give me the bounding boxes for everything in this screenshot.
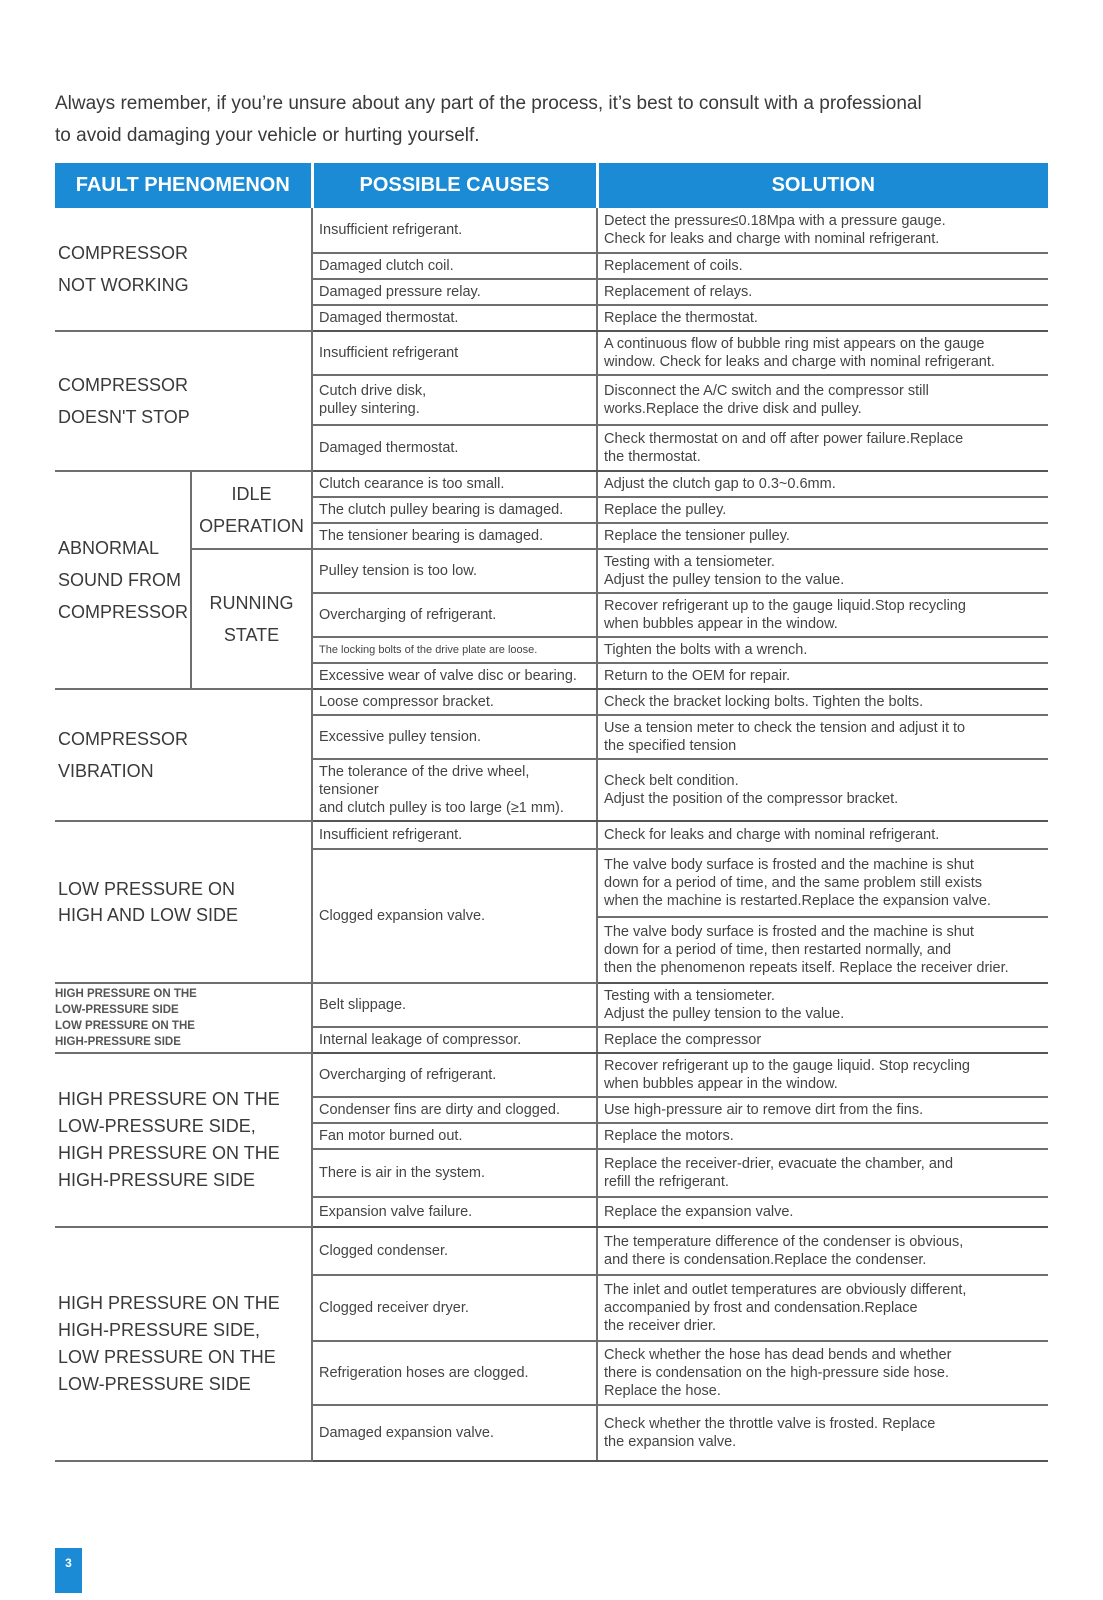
solution-line: Replacement of relays. xyxy=(604,284,753,300)
solution-line: Adjust the position of the compressor bracket. xyxy=(604,791,899,807)
solution-line: Check belt condition. xyxy=(604,773,739,789)
solution-cell xyxy=(597,1227,1048,1275)
solution-cell xyxy=(597,1027,1048,1053)
solution-cell xyxy=(597,637,1048,663)
cause-cell xyxy=(312,689,597,715)
table-row xyxy=(55,549,1048,593)
table-row xyxy=(55,983,1048,1027)
solution-line: Disconnect the A/C switch and the compressor still xyxy=(604,383,929,399)
cause-line: Condenser fins are dirty and clogged. xyxy=(319,1102,561,1118)
solution-line: and there is condensation.Replace the condenser. xyxy=(604,1252,927,1268)
solution-cell xyxy=(597,497,1048,523)
solution-cell xyxy=(597,305,1048,331)
solution-cell xyxy=(597,331,1048,375)
solution-line: The valve body surface is frosted and the machine is shut xyxy=(604,857,974,873)
cause-line: Overcharging of refrigerant. xyxy=(319,1067,497,1083)
sub-idle-operation xyxy=(191,471,312,549)
solution-cell xyxy=(597,549,1048,593)
cause-cell xyxy=(312,1097,597,1123)
cause-line: Clogged expansion valve. xyxy=(319,908,486,924)
solution-cell xyxy=(597,375,1048,425)
cause-line: Expansion valve failure. xyxy=(319,1204,473,1220)
solution-line: Check the bracket locking bolts. Tighten the bolts. xyxy=(604,694,924,710)
fault-compressor-doesnt-stop xyxy=(55,331,312,471)
fault-line: DOESN'T STOP xyxy=(58,407,190,427)
fault-line: NOT WORKING xyxy=(58,275,189,295)
intro-text xyxy=(55,88,1045,152)
solution-cell xyxy=(597,279,1048,305)
cause-line: Damaged thermostat. xyxy=(319,310,459,326)
cause-cell xyxy=(312,1123,597,1149)
solution-line: Detect the pressure≤0.18Mpa with a pressure gauge. xyxy=(604,213,946,229)
cause-line: The clutch pulley bearing is damaged. xyxy=(319,502,564,518)
fault-line: HIGH PRESSURE ON THE xyxy=(58,1143,280,1163)
cause-cell xyxy=(312,821,597,849)
cause-line: The tolerance of the drive wheel, tensioner xyxy=(319,764,530,798)
fault-line: HIGH AND LOW SIDE xyxy=(58,905,239,925)
fault-table xyxy=(55,163,1048,1462)
fault-compressor-vibration xyxy=(55,689,312,821)
fault-line: LOW-PRESSURE SIDE, xyxy=(58,1116,256,1136)
solution-line: Replace the hose. xyxy=(604,1383,721,1399)
solution-line: Recover refrigerant up to the gauge liquid. Stop recycling xyxy=(604,1058,970,1074)
cause-line: Pulley tension is too low. xyxy=(319,563,477,579)
fault-line: HIGH-PRESSURE SIDE xyxy=(55,1036,181,1048)
solution-cell xyxy=(597,689,1048,715)
solution-cell xyxy=(597,1149,1048,1197)
solution-cell xyxy=(597,471,1048,497)
fault-high-pressure-low-side xyxy=(55,1053,312,1227)
fault-high-pressure-high-side xyxy=(55,1227,312,1461)
solution-line: Check for leaks and charge with nominal refrigerant. xyxy=(604,827,940,843)
fault-line: COMPRESSOR xyxy=(58,729,189,749)
solution-line: window. Check for leaks and charge with nominal refrigerant. xyxy=(604,354,995,370)
fault-line: COMPRESSOR xyxy=(58,375,189,395)
cause-cell xyxy=(312,375,597,425)
solution-cell xyxy=(597,1405,1048,1461)
solution-line: Check whether the throttle valve is frosted. Replace xyxy=(604,1416,936,1432)
cause-cell xyxy=(312,471,597,497)
cause-line: The locking bolts of the drive plate are loose. xyxy=(319,644,538,656)
sub-running-state xyxy=(191,549,312,689)
solution-line: down for a period of time, and the same problem still exists xyxy=(604,875,982,891)
cause-cell xyxy=(312,523,597,549)
cause-line: Internal leakage of compressor. xyxy=(319,1032,522,1048)
cause-line: Fan motor burned out. xyxy=(319,1128,463,1144)
solution-cell xyxy=(597,1197,1048,1227)
cause-cell xyxy=(312,253,597,279)
intro-line-2: to avoid damaging your vehicle or hurting yourself. xyxy=(55,125,480,146)
fault-line: LOW-PRESSURE SIDE xyxy=(58,1374,251,1394)
cause-cell xyxy=(312,1197,597,1227)
table-row xyxy=(55,1227,1048,1275)
solution-line: Testing with a tensiometer. xyxy=(604,554,775,570)
cause-cell xyxy=(312,759,597,821)
solution-cell xyxy=(597,1123,1048,1149)
cause-line: Damaged pressure relay. xyxy=(319,284,481,300)
solution-line: Replace the receiver-drier, evacuate the chamber, and xyxy=(604,1156,954,1172)
cause-line: Insufficient refrigerant. xyxy=(319,827,463,843)
table-row xyxy=(55,1053,1048,1097)
solution-cell xyxy=(597,715,1048,759)
solution-line: Replace the pulley. xyxy=(604,502,727,518)
cause-cell xyxy=(312,279,597,305)
cause-cell xyxy=(312,849,597,983)
table-row xyxy=(55,331,1048,375)
cause-line: Clogged receiver dryer. xyxy=(319,1300,469,1316)
solution-line: Replace the tensioner pulley. xyxy=(604,528,790,544)
fault-line: HIGH PRESSURE ON THE xyxy=(55,988,197,1000)
solution-line: when bubbles appear in the window. xyxy=(604,1076,838,1092)
fault-line: COMPRESSOR xyxy=(58,243,189,263)
sub-line: STATE xyxy=(223,625,280,645)
table-row xyxy=(55,689,1048,715)
fault-abnormal-sound xyxy=(55,471,191,689)
solution-line: Replace the expansion valve. xyxy=(604,1204,794,1220)
solution-cell xyxy=(597,917,1048,983)
cause-cell xyxy=(312,425,597,471)
table-row xyxy=(55,208,1048,253)
header-fault-phenomenon: FAULT PHENOMENON xyxy=(55,163,312,208)
cause-line: Damaged thermostat. xyxy=(319,440,459,456)
cause-line: There is air in the system. xyxy=(319,1165,486,1181)
solution-line: works.Replace the drive disk and pulley. xyxy=(604,401,862,417)
cause-cell xyxy=(312,549,597,593)
cause-cell xyxy=(312,663,597,689)
solution-line: Use high-pressure air to remove dirt from the fins. xyxy=(604,1102,924,1118)
cause-line: and clutch pulley is too large (≥1 mm). xyxy=(319,800,564,816)
solution-line: Adjust the pulley tension to the value. xyxy=(604,1006,845,1022)
cause-line: Damaged expansion valve. xyxy=(319,1425,494,1441)
cause-cell xyxy=(312,1027,597,1053)
cause-line: Damaged clutch coil. xyxy=(319,258,454,274)
solution-line: the receiver drier. xyxy=(604,1318,717,1334)
solution-line: Replace the compressor xyxy=(604,1032,762,1048)
cause-line: The tensioner bearing is damaged. xyxy=(319,528,544,544)
table-row xyxy=(55,821,1048,849)
solution-cell xyxy=(597,1341,1048,1405)
solution-line: The inlet and outlet temperatures are obviously different, xyxy=(604,1282,967,1298)
solution-line: Check thermostat on and off after power failure.Replace xyxy=(604,431,964,447)
fault-line: LOW PRESSURE ON THE xyxy=(58,1347,276,1367)
fault-high-low-mixed xyxy=(55,983,312,1053)
solution-line: The temperature difference of the condenser is obvious, xyxy=(604,1234,964,1250)
fault-line: ABNORMAL xyxy=(58,538,160,558)
solution-cell xyxy=(597,1097,1048,1123)
page-number: 3 xyxy=(55,1548,82,1593)
fault-line: SOUND FROM xyxy=(58,570,181,590)
cause-line: Clogged condenser. xyxy=(319,1243,449,1259)
cause-cell xyxy=(312,1053,597,1097)
intro-line-1: Always remember, if you’re unsure about any part of the process, it’s best to consult with a professional xyxy=(55,93,922,114)
cause-cell xyxy=(312,637,597,663)
cause-line: Loose compressor bracket. xyxy=(319,694,494,710)
sub-line: OPERATION xyxy=(199,516,304,536)
cause-cell xyxy=(312,593,597,637)
solution-line: Check whether the hose has dead bends and whether xyxy=(604,1347,952,1363)
sub-line: RUNNING xyxy=(209,593,294,613)
solution-cell xyxy=(597,663,1048,689)
fault-line: HIGH PRESSURE ON THE xyxy=(58,1089,280,1109)
solution-line: then the phenomenon repeats itself. Replace the receiver drier. xyxy=(604,960,1009,976)
cause-line: Insufficient refrigerant. xyxy=(319,222,463,238)
solution-cell xyxy=(597,208,1048,253)
cause-line: Cutch drive disk, xyxy=(319,383,427,399)
solution-line: Adjust the pulley tension to the value. xyxy=(604,572,845,588)
cause-line: Overcharging of refrigerant. xyxy=(319,607,497,623)
solution-cell xyxy=(597,849,1048,917)
solution-cell xyxy=(597,821,1048,849)
fault-line: LOW PRESSURE ON THE xyxy=(55,1020,195,1032)
solution-line: Replacement of coils. xyxy=(604,258,743,274)
fault-line: LOW PRESSURE ON xyxy=(58,879,236,899)
solution-cell xyxy=(597,253,1048,279)
solution-line: refill the refrigerant. xyxy=(604,1174,729,1190)
cause-cell xyxy=(312,1227,597,1275)
solution-line: accompanied by frost and condensation.Replace xyxy=(604,1300,918,1316)
solution-cell xyxy=(597,523,1048,549)
solution-cell xyxy=(597,1275,1048,1341)
cause-cell xyxy=(312,1149,597,1197)
fault-line: HIGH-PRESSURE SIDE, xyxy=(58,1320,261,1340)
solution-line: Check for leaks and charge with nominal refrigerant. xyxy=(604,231,940,247)
solution-cell xyxy=(597,1053,1048,1097)
cause-line: Clutch cearance is too small. xyxy=(319,476,505,492)
fault-line: HIGH PRESSURE ON THE xyxy=(58,1293,280,1313)
cause-cell xyxy=(312,1405,597,1461)
cause-line: Excessive wear of valve disc or bearing. xyxy=(319,668,577,684)
solution-line: Recover refrigerant up to the gauge liquid.Stop recycling xyxy=(604,598,966,614)
header-solution: SOLUTION xyxy=(597,163,1048,208)
solution-line: Testing with a tensiometer. xyxy=(604,988,775,1004)
cause-line: Belt slippage. xyxy=(319,997,407,1013)
solution-line: Use a tension meter to check the tension and adjust it to xyxy=(604,720,966,736)
fault-line: LOW-PRESSURE SIDE xyxy=(55,1004,179,1016)
solution-cell xyxy=(597,593,1048,637)
solution-line: Replace the motors. xyxy=(604,1128,734,1144)
solution-line: The valve body surface is frosted and the machine is shut xyxy=(604,924,974,940)
solution-line: Replace the thermostat. xyxy=(604,310,758,326)
solution-cell xyxy=(597,983,1048,1027)
cause-cell xyxy=(312,1275,597,1341)
cause-cell xyxy=(312,331,597,375)
solution-line: Return to the OEM for repair. xyxy=(604,668,791,684)
solution-line: Adjust the clutch gap to 0.3~0.6mm. xyxy=(604,476,836,492)
table-header-row xyxy=(55,163,1048,208)
solution-line: A continuous flow of bubble ring mist appears on the gauge xyxy=(604,336,985,352)
cause-line: Insufficient refrigerant xyxy=(319,345,459,361)
table-row xyxy=(55,471,1048,497)
header-possible-causes: POSSIBLE CAUSES xyxy=(312,163,597,208)
solution-line: the thermostat. xyxy=(604,449,701,465)
fault-line: HIGH-PRESSURE SIDE xyxy=(58,1170,256,1190)
cause-line: Refrigeration hoses are clogged. xyxy=(319,1365,529,1381)
fault-compressor-not-working xyxy=(55,208,312,331)
sub-line: IDLE xyxy=(231,484,272,504)
solution-line: the specified tension xyxy=(604,738,737,754)
solution-line: when bubbles appear in the window. xyxy=(604,616,838,632)
fault-line: COMPRESSOR xyxy=(58,602,189,622)
cause-cell xyxy=(312,305,597,331)
solution-line: the expansion valve. xyxy=(604,1434,737,1450)
solution-line: Tighten the bolts with a wrench. xyxy=(604,642,808,658)
solution-line: there is condensation on the high-pressure side hose. xyxy=(604,1365,950,1381)
solution-cell xyxy=(597,759,1048,821)
cause-line: pulley sintering. xyxy=(319,401,420,417)
solution-line: down for a period of time, then restarted normally, and xyxy=(604,942,952,958)
cause-cell xyxy=(312,983,597,1027)
cause-cell xyxy=(312,715,597,759)
fault-low-pressure-both-sides xyxy=(55,821,312,983)
cause-cell xyxy=(312,208,597,253)
cause-cell xyxy=(312,497,597,523)
solution-cell xyxy=(597,425,1048,471)
cause-cell xyxy=(312,1341,597,1405)
fault-line: VIBRATION xyxy=(58,761,154,781)
solution-line: when the machine is restarted.Replace the expansion valve. xyxy=(604,893,991,909)
cause-line: Excessive pulley tension. xyxy=(319,729,482,745)
